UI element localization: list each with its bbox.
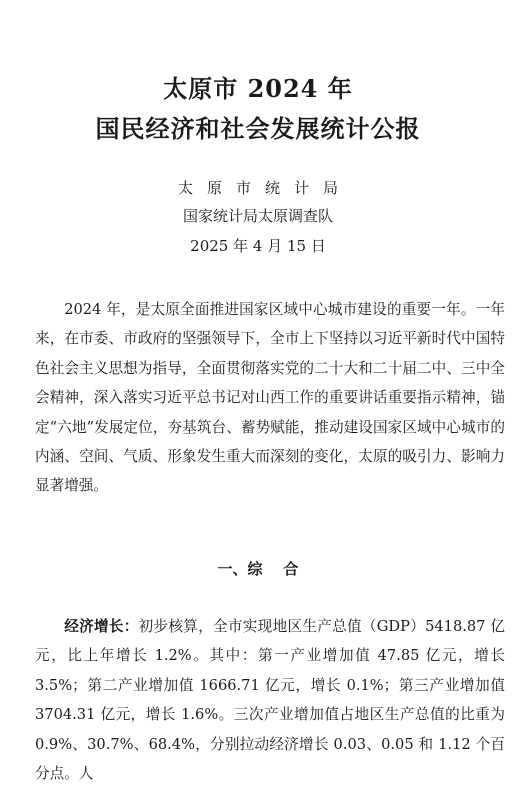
section-heading-text: 一、综 合	[217, 560, 299, 578]
economic-growth-paragraph	[35, 612, 505, 788]
section-heading	[0, 558, 516, 580]
report-title-line1: 太原市 2024 年	[163, 74, 353, 103]
issuing-survey-team: 国家统计局太原调查队	[182, 207, 333, 225]
economic-growth-text: 初步核算，全市实现地区生产总值（GDP）5418.87 亿元，比上年增长 1.2%。其中：第一产业增加值 47.85 亿元，增长 3.5%；第二产业增加值 1666.71 亿元，增长 0.1%；第三产业增加值 3704.31 亿元，增长 1.6%。三次产业增加值占地区生产总值的比重为 0.9%、30.7%、68.4%，分别拉动经济增长 0.03、0.05 和 1.12 个百分点。人	[35, 618, 505, 783]
economic-growth-label: 经济增长：	[64, 618, 139, 635]
intro-paragraph: 2024 年，是太原全面推进国家区域中心城市建设的重要一年。一年来，在市委、市政府的坚强领导下，全市上下坚持以习近平新时代中国特色社会主义思想为指导，全面贯彻落实党的二十大和二十届二中、三中全会精神，深入落实习近平总书记对山西工作的重要讲话重要指示精神，锚定“六地”发展定位，夯基筑台、蓄势赋能，推动建设国家区域中心城市的内涵、空间、气质、形象发生重大而深刻的变化，太原的吸引力、影响力显著增强。	[35, 301, 505, 495]
publication-date: 2025 年 4 月 15 日	[190, 237, 326, 255]
report-title-line2: 国民经济和社会发展统计公报	[95, 114, 421, 143]
issuing-agency: 太原市统计局	[177, 179, 352, 197]
